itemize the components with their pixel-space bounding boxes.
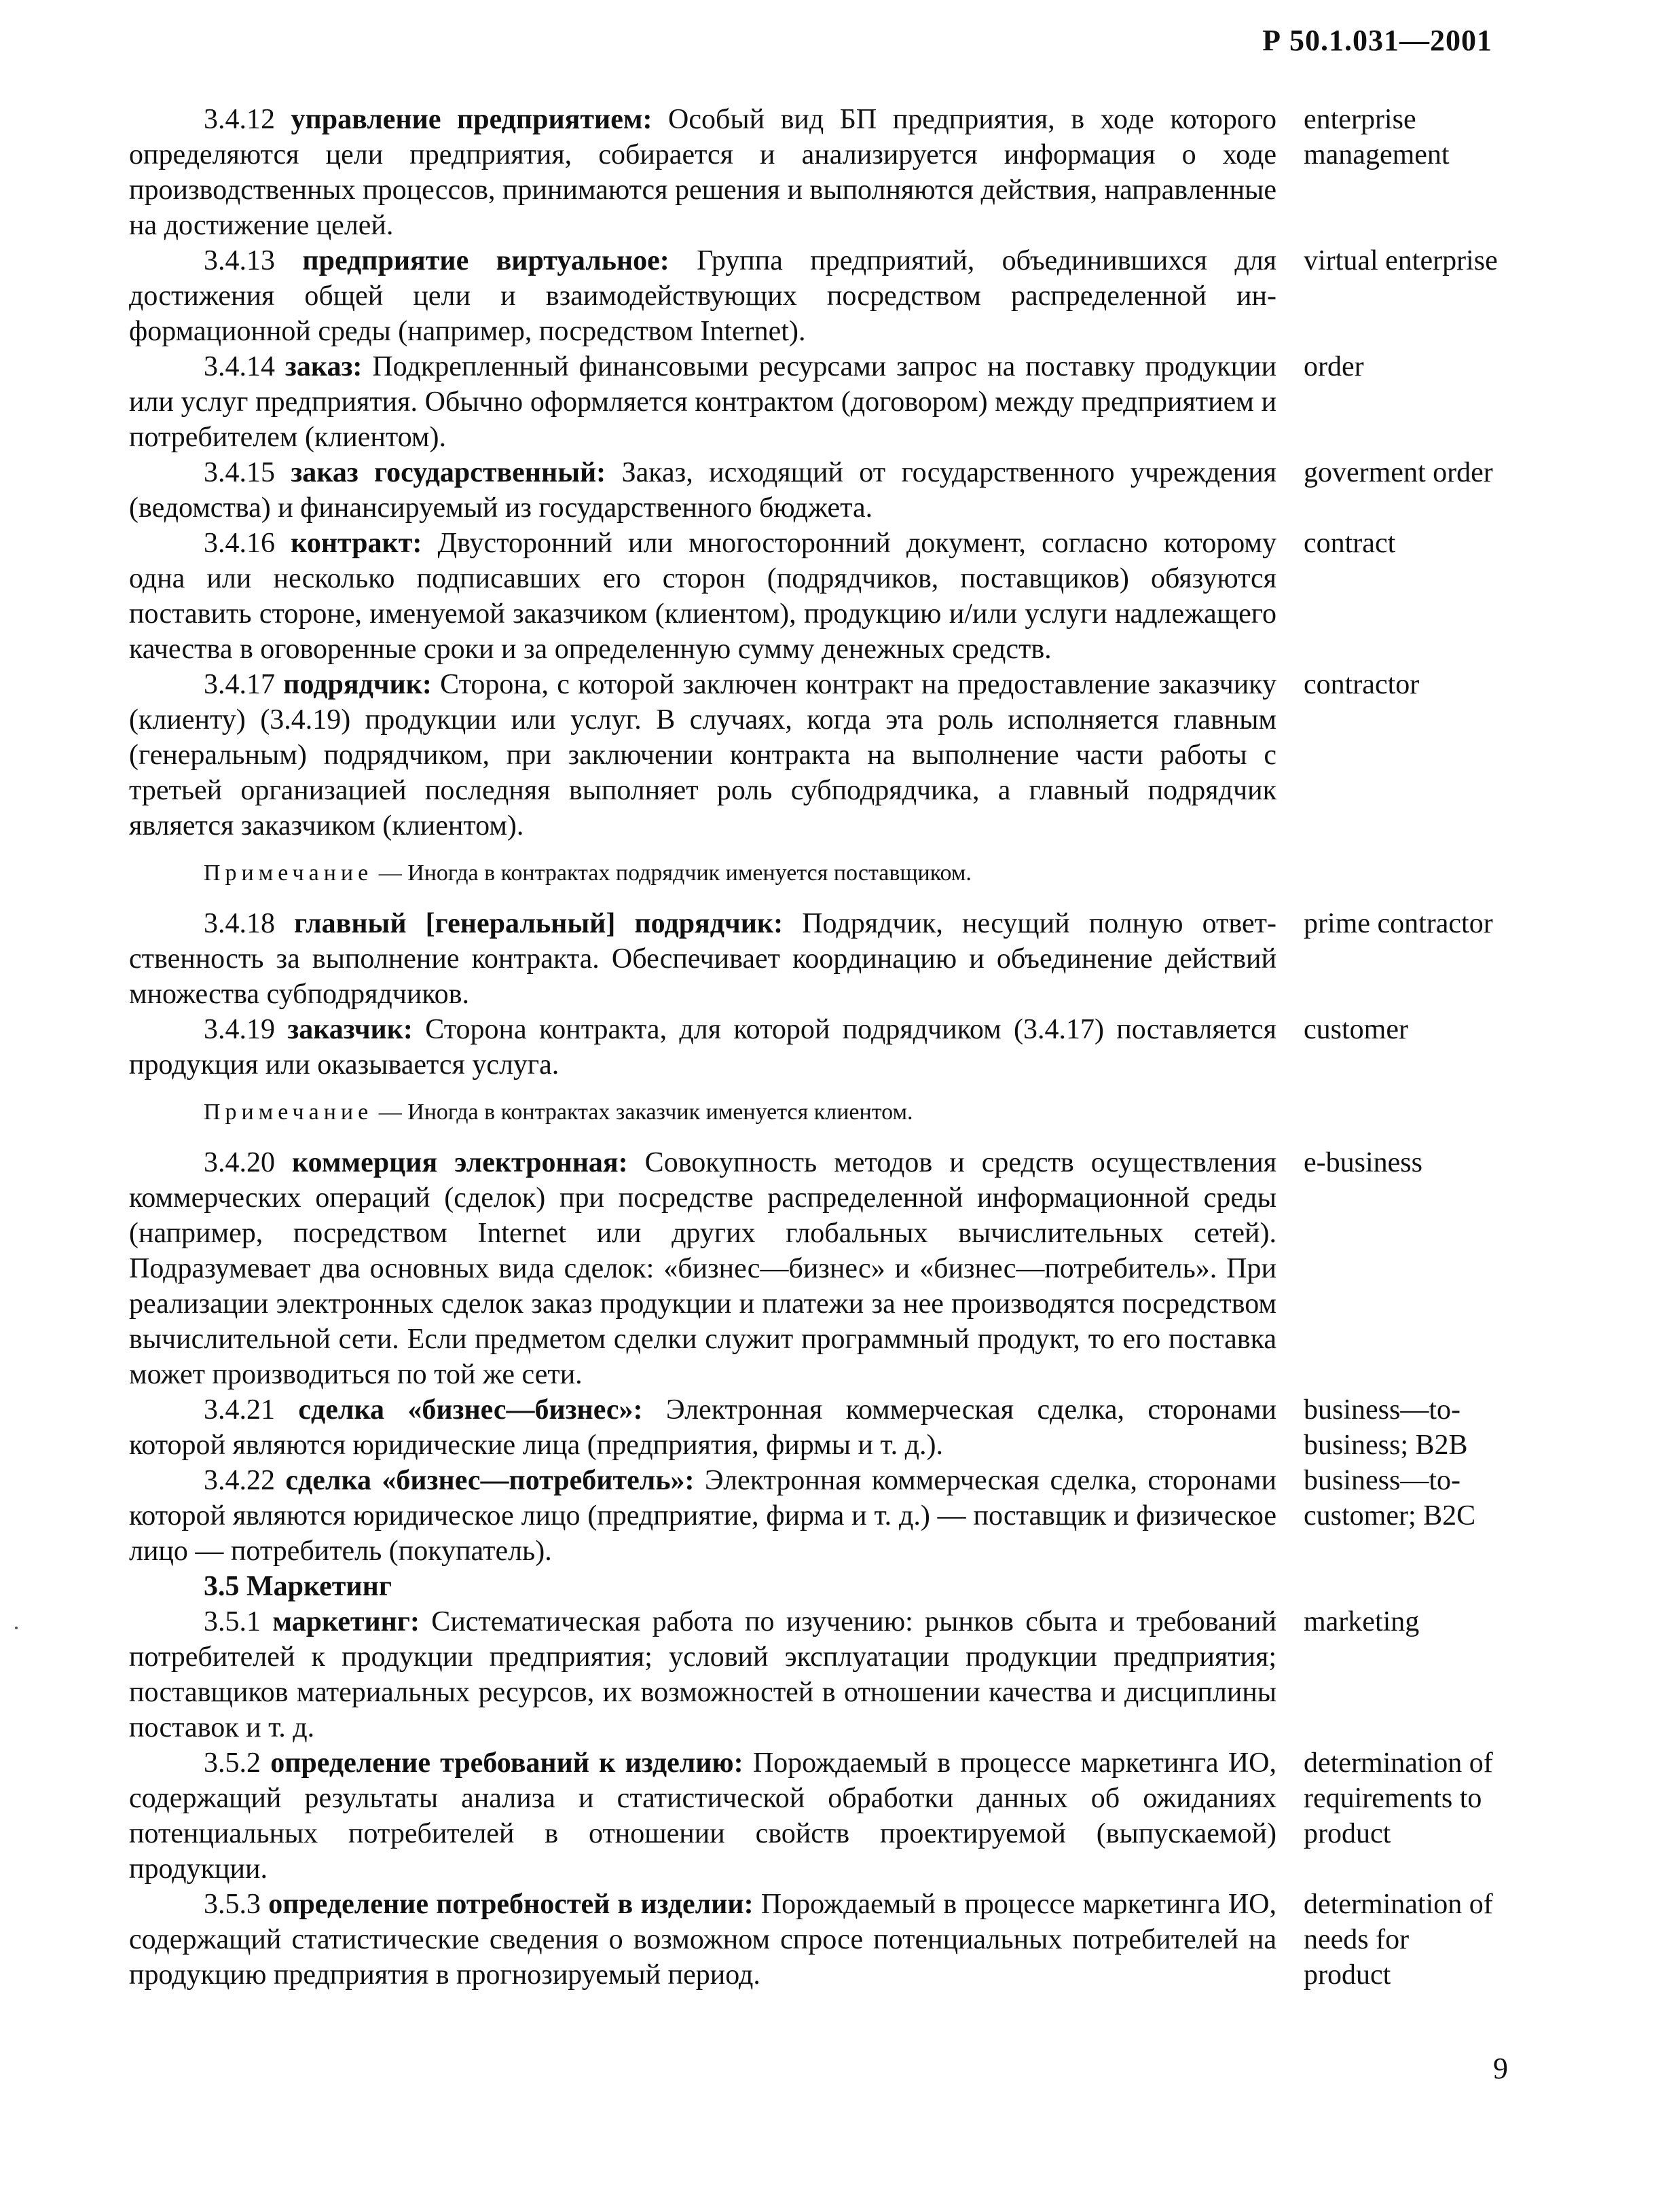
term-ru: определение потребностей в изделии: (268, 1889, 754, 1920)
term-en: e-business (1304, 1147, 1422, 1178)
definition-text: Электронная коммерческая сделка, сторонами которой являются юридическое лицо (предприятие, фирма и т. д.) — поставщик и физическое лицо — потребитель (покупатель). (129, 1465, 1277, 1567)
term-number: 3.4.16 (204, 528, 275, 559)
term-entry (129, 526, 1501, 667)
term-entry (129, 906, 1501, 1012)
term-ru: заказ: (285, 351, 363, 382)
definition (129, 1145, 1276, 1392)
definition-text: Группа предприятий, объединившихся для достижения общей цели и взаимодействующих посредством распределенной информационной среды (например, посредством Internet). (129, 245, 1276, 347)
term-number: 3.4.13 (204, 245, 275, 276)
term-en: business—to-business; B2B (1304, 1394, 1468, 1461)
term-en: virtual enterprise (1304, 245, 1498, 276)
note-text: — Иногда в контрактах подрядчик именуется поставщиком. (373, 860, 972, 886)
term-entry (129, 1145, 1501, 1392)
definition-text: Подкрепленный финансовыми ресурсами запрос на поставку продукции или услуг предприятия. Обычно оформляется контрактом (договором) между предприятием и потребителем (клиентом). (129, 351, 1277, 453)
term-number: 3.4.20 (204, 1147, 275, 1178)
term-ru: предприятие виртуальное: (302, 245, 669, 276)
term-ru: сделка «бизнес—бизнес»: (298, 1394, 643, 1426)
definition (129, 1745, 1276, 1887)
term-en: goverment order (1304, 457, 1493, 488)
note-text: — Иногда в контрактах заказчик именуется клиентом. (373, 1100, 913, 1125)
definition-text: Порождаемый в процессе маркетинга ИО, содержащий статистические сведения о возможном спросе потенциальных потребителей на продукцию предприятия в прогнозируемый период. (129, 1889, 1277, 1991)
term-number: 3.4.14 (204, 351, 275, 382)
definition (129, 667, 1276, 844)
term-number: 3.4.18 (204, 908, 275, 939)
term-entry (129, 1604, 1501, 1745)
term-number: 3.5.1 (204, 1606, 261, 1637)
definition (129, 243, 1276, 349)
term-en: determination of needs for product (1304, 1889, 1493, 1991)
definition-text: Совокупность методов и средств осуществления коммерческих операций (сделок) при посредстве распределенной информационной среды (например, посредством Internet или других глобальных вычислительных сетей). Подразумевает два основных вида сделок: «бизнес—бизнес» и «бизнес—потребитель». При реализации электронных сделок заказ продукции и платежи за нее производятся посредством вычислительной сети. Если предметом сделки служит программный продукт, то его поставка может производиться по той же сети. (129, 1147, 1277, 1390)
term-number: 3.4.12 (204, 104, 275, 135)
document-body (129, 102, 1501, 1993)
term-ru: заказчик: (287, 1014, 413, 1045)
term-entry (129, 1887, 1501, 1993)
definition-text: Заказ, исходящий от государственного учреждения (ведомства) и финансируемый из государственного бюджета. (129, 457, 1276, 524)
term-entry (129, 455, 1501, 526)
term-en: contract (1304, 528, 1396, 559)
term-number: 3.5.2 (204, 1747, 261, 1779)
term-en: determination of requirements to product (1304, 1747, 1493, 1849)
term-entry (129, 102, 1501, 243)
term-ru: маркетинг: (272, 1606, 420, 1637)
definition-text: Особый вид БП предприятия, в ходе которого определяются цели предприятия, собирается и анализируется информация о ходе производственных процессов, принимаются решения и выполняются действия, направленные на достижение целей. (129, 104, 1277, 241)
definition-text: Порождаемый в процессе маркетинга ИО, содержащий результаты анализа и статистической обработки данных об ожиданиях потенциальных потребителей в отношении свойств проектируемой (выпускаемой) продукции. (129, 1747, 1277, 1885)
term-en: prime contractor (1304, 908, 1493, 939)
term-number: 3.4.15 (204, 457, 275, 488)
term-ru: контракт: (291, 528, 422, 559)
definition (129, 526, 1276, 667)
term-entry (129, 349, 1501, 455)
term-entry (129, 243, 1501, 349)
term-ru: управление предприятием: (291, 104, 653, 135)
term-en: marketing (1304, 1606, 1420, 1637)
term-ru: коммерция электронная: (292, 1147, 628, 1178)
term-number: 3.5.3 (204, 1889, 261, 1920)
definition (129, 455, 1276, 526)
term-en: contractor (1304, 669, 1420, 700)
term-number: 3.4.21 (204, 1394, 275, 1426)
note-label: Примечание (204, 860, 373, 886)
note (129, 856, 1501, 891)
definition (129, 102, 1276, 243)
definition (129, 1604, 1276, 1745)
note (129, 1095, 1501, 1130)
definition (129, 1887, 1276, 1993)
term-entry (129, 1463, 1501, 1569)
scan-speck (15, 1627, 18, 1629)
term-entry (129, 667, 1501, 844)
term-en: customer (1304, 1014, 1408, 1045)
definition (129, 1392, 1276, 1463)
definition-text: Двусторонний или многосторонний документ, согласно которому одна или несколько подписавших его сторон (подрядчиков, поставщиков) обязуются поставить стороне, именуемой заказчиком (клиентом), продукцию и/или услуги надлежащего качества в оговоренные сроки и за определенную сумму денежных средств. (129, 528, 1277, 665)
term-en: business—to-customer; B2C (1304, 1465, 1476, 1531)
definition (129, 349, 1276, 455)
term-entry (129, 1392, 1501, 1463)
definition-text: Сторона, с которой заключен контракт на предоставление заказчику (клиенту) (3.4.19) продукции или услуг. В случаях, когда эта роль исполняется главным (генеральным) подрядчиком, при заключении контракта на выполнение части работы с третьей организацией последняя выполняет роль субподрядчика, а главный подрядчик является заказчиком (клиентом). (129, 669, 1276, 841)
document-number: Р 50.1.031—2001 (1262, 24, 1492, 57)
definition-text: Электронная коммерческая сделка, сторонами которой являются юридические лица (предприятия, фирмы и т. д.). (129, 1394, 1276, 1461)
definition (129, 1012, 1276, 1083)
definition (129, 906, 1276, 1012)
term-ru: заказ государственный: (291, 457, 606, 488)
term-ru: главный [генеральный] подрядчик: (294, 908, 784, 939)
term-entry (129, 1745, 1501, 1887)
definition-text: Сторона контракта, для которой подрядчиком (3.4.17) поставляется продукция или оказывается услуга. (129, 1014, 1276, 1081)
term-number: 3.4.17 (204, 669, 275, 700)
definition (129, 1463, 1276, 1569)
term-ru: сделка «бизнес—потребитель»: (285, 1465, 695, 1496)
note-label: Примечание (204, 1100, 373, 1125)
definition-text: Подрядчик, несущий полную ответственность за выполнение контракта. Обеспечивает координацию и объединение действий множества субподрядчиков. (129, 908, 1276, 1010)
term-en: order (1304, 351, 1364, 382)
term-entry (129, 1012, 1501, 1083)
page-number: 9 (1493, 2052, 1508, 2085)
term-number: 3.4.19 (204, 1014, 275, 1045)
term-en: enterprise management (1304, 104, 1450, 170)
term-number: 3.4.22 (204, 1465, 275, 1496)
section-heading: 3.5 Маркетинг (204, 1571, 392, 1602)
term-ru: определение требований к изделию: (270, 1747, 743, 1779)
definition-text: Систематическая работа по изучению: рынков сбыта и требований потребителей к продукции предприятия; условий эксплуатации продукции предприятия; поставщиков материальных ресурсов, их возможностей в отношении качества и дисциплины поставок и т. д. (129, 1606, 1276, 1743)
term-ru: подрядчик: (283, 669, 432, 700)
